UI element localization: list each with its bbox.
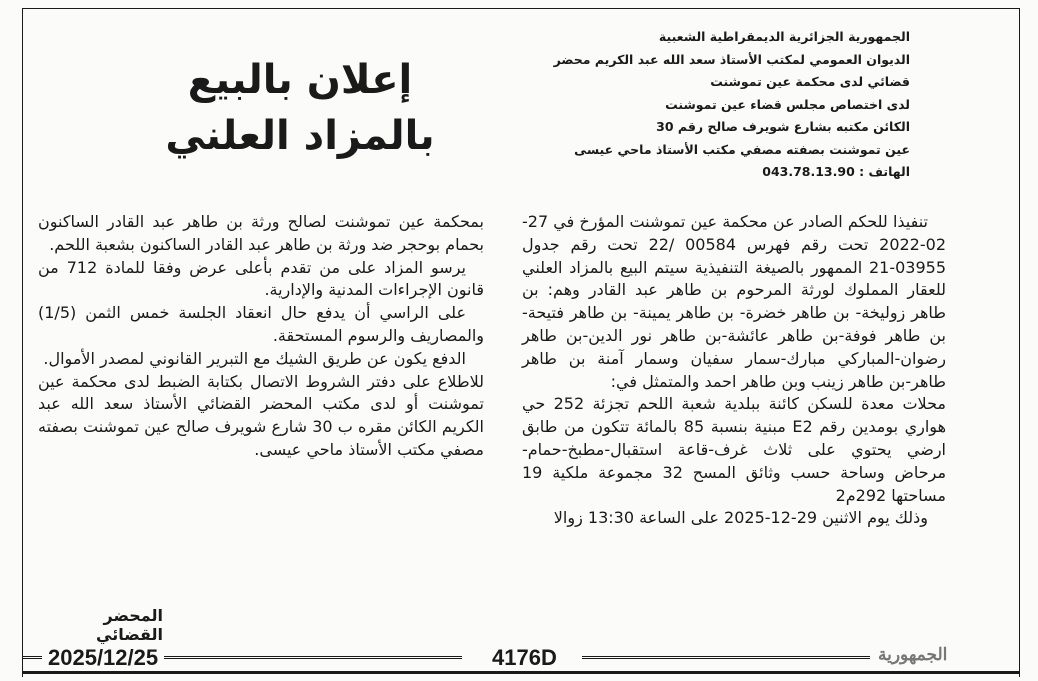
title-line-1: إعلان بالبيع [187, 57, 413, 103]
footer-code: 4176D [486, 645, 563, 671]
body-paragraph: للاطلاع على دفتر الشروط الاتصال بكتابة الضبط لدى محكمة عين تموشنت أو لدى مكتب المحضر القضائي الأستاذ سعد الله عبد الكريم الكائن مقره ب 30 شارع شويرف صالح عين تموشنت بصفته مصفي مكتب الأستاذ ماحي عيسى. [38, 371, 485, 459]
header-line: لدى اختصاص مجلس قضاء عين تموشنت [665, 96, 910, 112]
header-line: عين تموشنت بصفته مصفي مكتب الأستاذ ماحي عيسى [574, 141, 910, 157]
page-footer [22, 643, 1020, 674]
header-phone: الهاتف : 043.78.13.90 [762, 164, 910, 179]
body-paragraph: الدفع يكون عن طريق الشيك مع التبرير القانوني لمصدر الأموال. [43, 348, 466, 368]
body-paragraph: على الراسي أن يدفع حال انعقاد الجلسة خمس الثمن (1/5) والمصاريف والرسوم المستحقة. [38, 303, 484, 345]
announcement-title [150, 52, 450, 164]
body-paragraph: يرسو المزاد على من تقدم بأعلى عرض وفقا للمادة 712 من قانون الإجراءات المدنية والإدارية. [38, 257, 484, 300]
body-paragraph: وذلك يوم الاثنين 29-12-2025 على الساعة 13:30 زوالا [553, 508, 928, 528]
newspaper-logo: الجمهورية [872, 645, 953, 665]
body-paragraph: محلات معدة للسكن كائنة ببلدية شعبة اللحم تجزئة 252 حي هواري بومدين رقم E2 مبنية بنسبة 85 بالمائة تتكون من طابق ارضي يحتوي على ثلاث غرف-قاعة استقبال-مطبخ-حمام-مرحاض وساحة حسب وثائق المسح 32 مجموعة ملكية 19 مساحتها 292م2 [522, 394, 947, 505]
header-line: الكائن مكتبه بشارع شويرف صالح رقم 30 [656, 119, 910, 134]
title-line-2: بالمزاد العلني [165, 113, 435, 159]
header-line: الجمهورية الجزائرية الديمقراطية الشعبية [658, 29, 910, 44]
body-paragraph: تنفيذا للحكم الصادر عن محكمة عين تموشنت المؤرخ في 27-02-2022 تحت رقم فهرس 00584 /22 تحت رقم جدول 03955-21 الممهور بالصيغة التنفيذية سيتم البيع بالمزاد العلني للعقار المملوك لورثة المرحوم بن طاهر عبد القادر وهم: بن طاهر زوليخة- بن طاهر خضرة- بن طاهر يمينة- بن طاهر فتيحة-بن طاهر فوفة-بن طاهر عائشة-بن طاهر نور الدين-بن طاهر رضوان-المباركي مبارك-سمار سفيان وسمار آمنة بن طاهر طاهر-بن طاهر زينب وبن طاهر احمد والمتمثل في: [522, 212, 946, 391]
body-paragraph: بمحكمة عين تموشنت لصالح ورثة بن طاهر عبد القادر الساكنون بحمام بوحجر ضد ورثة بن طاهر عبد القادر الساكنون بشعبة اللحم. [38, 212, 484, 254]
body-right-column [522, 211, 946, 530]
signature: المحضر القضائي [96, 606, 163, 644]
header-line: الديوان العمومي لمكتب الأستاذ سعد الله عبد الكريم محضر [553, 51, 910, 67]
header-line: قضائي لدى محكمة عين تموشنت [710, 74, 910, 89]
footer-divider [582, 656, 870, 659]
issuer-header [390, 26, 910, 184]
body-left-column [38, 211, 484, 462]
footer-date: 2025/12/25 [42, 645, 164, 671]
